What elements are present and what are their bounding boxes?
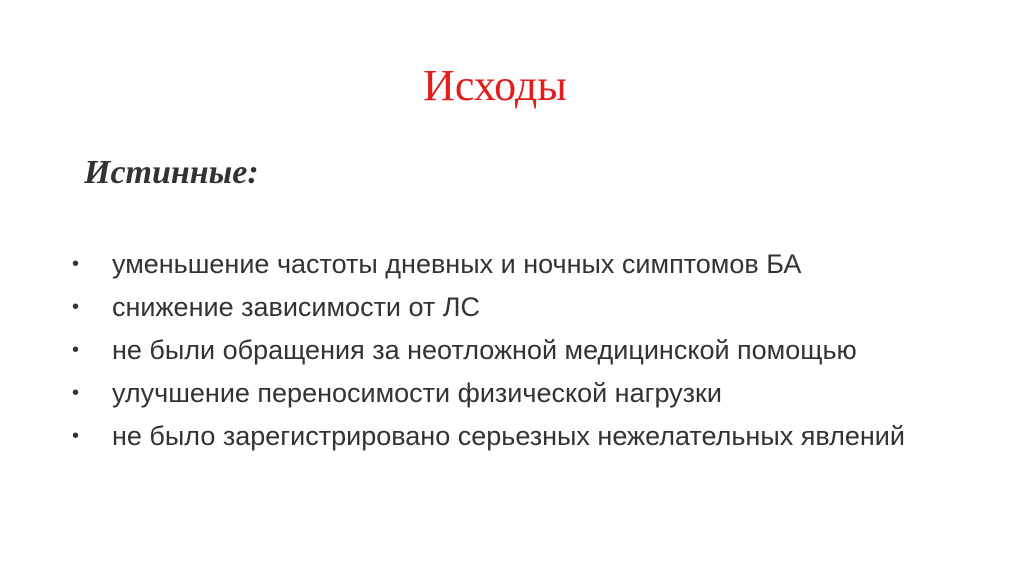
bullet-text: снижение зависимости от ЛС [112, 292, 481, 322]
bullet-icon: • [72, 339, 80, 361]
bullet-item [72, 372, 992, 415]
bullet-list [72, 243, 992, 458]
bullet-item [72, 286, 992, 329]
slide-subtitle: Истинные: [84, 154, 259, 191]
bullet-text: не было зарегистрировано серьезных нежелательных явлений [112, 421, 905, 451]
slide-title: Исходы [423, 61, 567, 110]
bullet-item [72, 415, 992, 458]
bullet-item [72, 329, 992, 372]
bullet-icon: • [72, 253, 80, 275]
bullet-text: не были обращения за неотложной медицинской помощью [112, 335, 857, 365]
bullet-icon: • [72, 382, 80, 404]
bullet-text: уменьшение частоты дневных и ночных симптомов БА [112, 249, 802, 279]
bullet-item [72, 243, 992, 286]
bullet-icon: • [72, 425, 80, 447]
bullet-text: улучшение переносимости физической нагрузки [112, 378, 722, 408]
bullet-icon: • [72, 296, 80, 318]
